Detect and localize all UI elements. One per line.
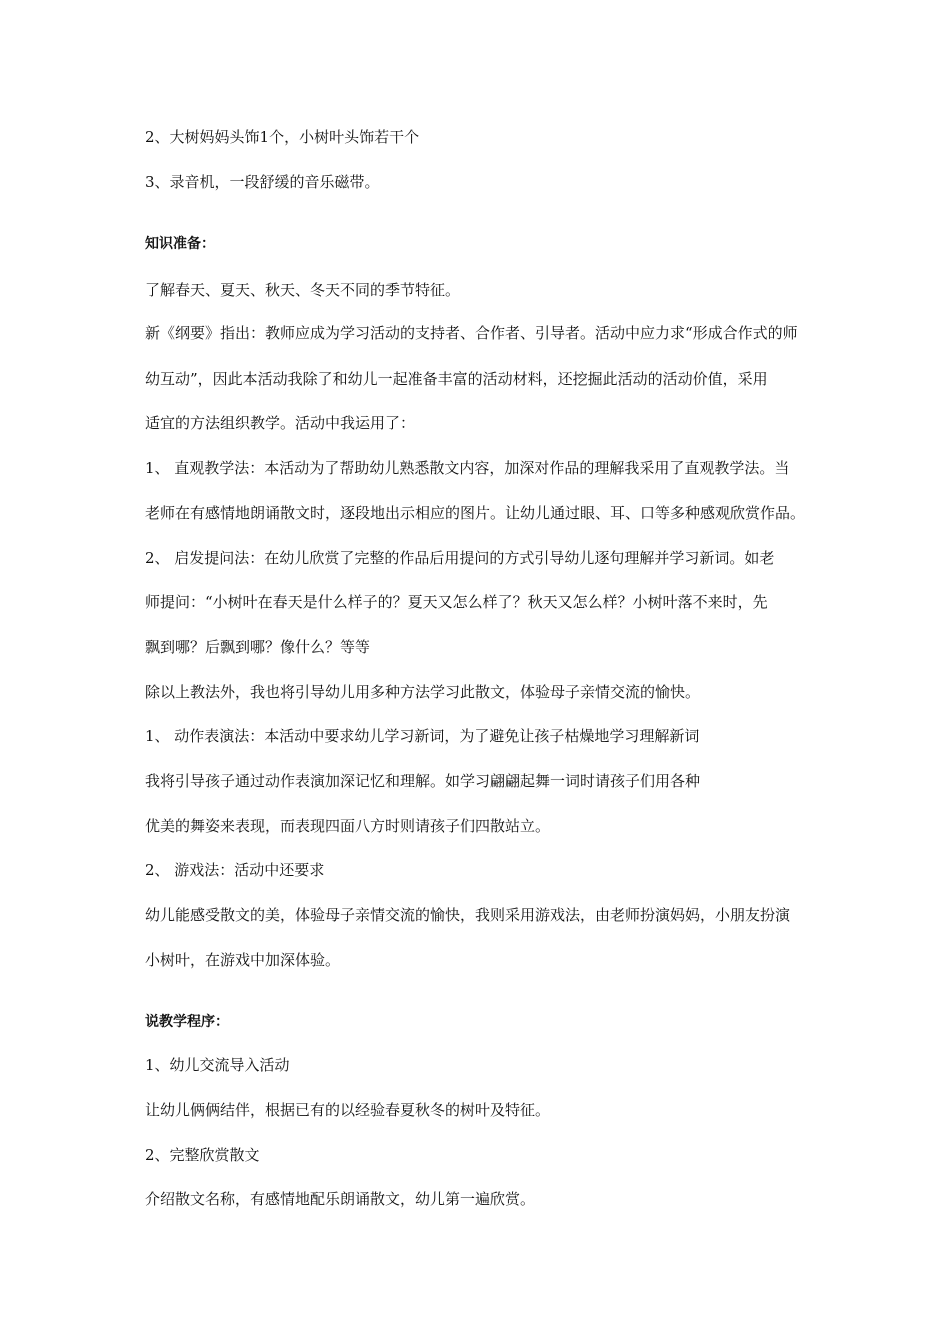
learning-2-line: 幼儿能感受散文的美，体验母子亲情交流的愉快，我则采用游戏法，由老师扮演妈妈，小朋友扮演 bbox=[145, 906, 791, 924]
learning-intro: 除以上教法外，我也将引导幼儿用多种方法学习此散文，体验母子亲情交流的愉快。 bbox=[145, 683, 701, 701]
learning-1-line: 1、 动作表演法：本活动中要求幼儿学习新词，为了避免让孩子枯燥地学习理解新词 bbox=[145, 727, 700, 745]
method-1-line: 1、 直观教学法：本活动为了帮助幼儿熟悉散文内容，加深对作品的理解我采用了直观教学法。当 bbox=[145, 459, 790, 477]
procedure-step-2-title: 2、完整欣赏散文 bbox=[145, 1146, 260, 1164]
knowledge-heading: 知识准备： bbox=[145, 236, 215, 252]
procedure-heading: 说教学程序： bbox=[145, 1014, 229, 1030]
learning-1-line: 我将引导孩子通过动作表演加深记忆和理解。如学习翩翩起舞一词时请孩子们用各种 bbox=[145, 772, 701, 790]
knowledge-text: 了解春天、夏天、秋天、冬天不同的季节特征。 bbox=[145, 281, 461, 299]
method-2-line: 2、 启发提问法：在幼儿欣赏了完整的作品后用提问的方式引导幼儿逐句理解并学习新词。如老 bbox=[145, 549, 775, 567]
method-2-line: 师提问：“小树叶在春天是什么样子的？夏天又怎么样了？秋天又怎么样？小树叶落不来时，先 bbox=[145, 593, 768, 611]
methods-intro-line: 幼互动”，因此本活动我除了和幼儿一起准备丰富的活动材料，还挖掘此活动的活动价值，采用 bbox=[145, 370, 768, 388]
methods-intro-line: 适宜的方法组织教学。活动中我运用了： bbox=[145, 414, 416, 432]
method-2-line: 飘到哪？后飘到哪？像什么？等等 bbox=[145, 638, 371, 656]
learning-1-line: 优美的舞姿来表现，而表现四面八方时则请孩子们四散站立。 bbox=[145, 817, 551, 835]
method-1-line: 老师在有感情地朗诵散文时，逐段地出示相应的图片。让幼儿通过眼、耳、口等多种感观欣赏作品。 bbox=[145, 504, 806, 522]
learning-2-line: 小树叶，在游戏中加深体验。 bbox=[145, 951, 341, 969]
materials-item-3: 3、录音机，一段舒缓的音乐磁带。 bbox=[145, 173, 380, 191]
learning-2-line: 2、 游戏法：活动中还要求 bbox=[145, 861, 325, 879]
methods-intro-line: 新《纲要》指出：教师应成为学习活动的支持者、合作者、引导者。活动中应力求“形成合作式的师 bbox=[145, 324, 798, 342]
procedure-step-2-text: 介绍散文名称，有感情地配乐朗诵散文，幼儿第一遍欣赏。 bbox=[145, 1190, 536, 1208]
procedure-step-1-title: 1、幼儿交流导入活动 bbox=[145, 1056, 290, 1074]
procedure-step-1-text: 让幼儿俩俩结伴，根据已有的以经验春夏秋冬的树叶及特征。 bbox=[145, 1101, 551, 1119]
materials-item-2: 2、大树妈妈头饰1个，小树叶头饰若干个 bbox=[145, 128, 420, 146]
